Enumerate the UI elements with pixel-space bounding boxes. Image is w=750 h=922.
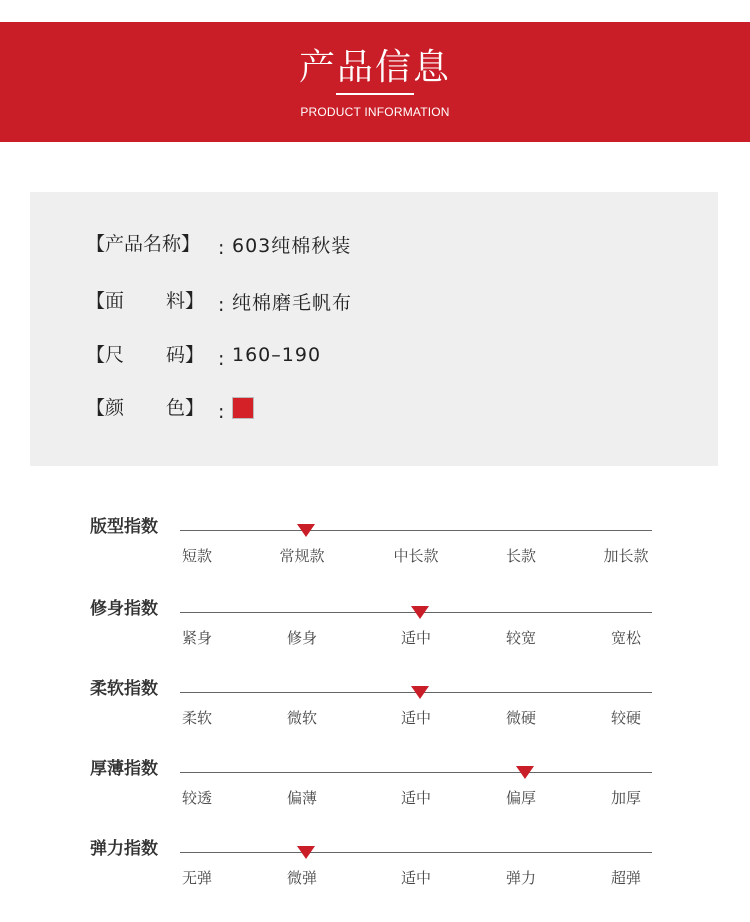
info-label-text: 【尺 bbox=[86, 344, 125, 366]
info-label bbox=[86, 341, 232, 369]
index-option: 加厚 bbox=[610, 789, 642, 807]
index-option: 适中 bbox=[400, 789, 432, 807]
index-option: 加长款 bbox=[603, 547, 649, 565]
index-option: 微弹 bbox=[286, 869, 318, 887]
index-option: 微硬 bbox=[505, 709, 537, 727]
page-title: 产品信息 bbox=[298, 47, 451, 88]
info-row-size bbox=[86, 341, 321, 369]
index-option: 较宽 bbox=[505, 629, 537, 647]
index-option: 修身 bbox=[286, 629, 318, 647]
info-label bbox=[86, 230, 232, 258]
info-row-material bbox=[86, 287, 352, 315]
index-option: 紧身 bbox=[181, 629, 213, 647]
index-row bbox=[0, 516, 750, 586]
page-subtitle: PRODUCT INFORMATION bbox=[300, 105, 450, 119]
index-option: 偏薄 bbox=[286, 789, 318, 807]
info-label bbox=[86, 287, 232, 315]
index-scale-line bbox=[180, 852, 652, 853]
index-option: 弹力 bbox=[505, 869, 537, 887]
info-label-text: 【颜 bbox=[86, 397, 125, 419]
index-title: 弹力指数 bbox=[90, 839, 158, 859]
index-option: 微软 bbox=[286, 709, 318, 727]
header-banner bbox=[0, 22, 750, 142]
index-marker-icon bbox=[297, 846, 315, 859]
info-label-text: 料】 bbox=[166, 290, 205, 312]
info-label-text: 码】 bbox=[166, 344, 205, 366]
index-marker-icon bbox=[516, 766, 534, 779]
index-marker-icon bbox=[297, 524, 315, 537]
index-title: 柔软指数 bbox=[90, 679, 158, 699]
color-swatch bbox=[232, 397, 254, 419]
index-scale-line bbox=[180, 772, 652, 773]
index-option: 宽松 bbox=[610, 629, 642, 647]
info-label-colon: : bbox=[218, 237, 225, 259]
index-option: 短款 bbox=[181, 547, 213, 565]
index-option: 柔软 bbox=[181, 709, 213, 727]
index-option: 较透 bbox=[181, 789, 213, 807]
index-option: 适中 bbox=[400, 869, 432, 887]
index-row bbox=[0, 838, 750, 908]
info-label-colon: : bbox=[218, 294, 225, 316]
info-label-text: 【产品名称】 bbox=[86, 233, 201, 255]
index-row bbox=[0, 758, 750, 828]
info-label-colon: : bbox=[218, 348, 225, 370]
index-option: 适中 bbox=[400, 709, 432, 727]
index-title: 修身指数 bbox=[90, 599, 158, 619]
index-title: 厚薄指数 bbox=[90, 759, 158, 779]
title-underline bbox=[336, 93, 414, 95]
index-scale-line bbox=[180, 530, 652, 531]
index-option: 较硬 bbox=[610, 709, 642, 727]
product-info-panel bbox=[30, 192, 718, 466]
info-label bbox=[86, 394, 232, 422]
index-row bbox=[0, 598, 750, 668]
info-label-text: 【面 bbox=[86, 290, 125, 312]
info-label-text: 色】 bbox=[166, 397, 205, 419]
index-title: 版型指数 bbox=[90, 517, 158, 537]
index-option: 超弹 bbox=[610, 869, 642, 887]
index-marker-icon bbox=[411, 606, 429, 619]
index-option: 无弹 bbox=[181, 869, 213, 887]
info-row-name bbox=[86, 230, 351, 258]
info-value-material: 纯棉磨毛帆布 bbox=[232, 291, 353, 314]
index-option: 长款 bbox=[505, 547, 537, 565]
info-row-color bbox=[86, 394, 254, 422]
info-label-colon: : bbox=[218, 401, 225, 423]
info-value-name: 603纯棉秋装 bbox=[232, 234, 352, 257]
index-marker-icon bbox=[411, 686, 429, 699]
info-value-size: 160–190 bbox=[232, 344, 322, 366]
index-row bbox=[0, 678, 750, 748]
index-option: 常规款 bbox=[279, 547, 325, 565]
index-option: 适中 bbox=[400, 629, 432, 647]
index-option: 中长款 bbox=[393, 547, 439, 565]
index-option: 偏厚 bbox=[505, 789, 537, 807]
